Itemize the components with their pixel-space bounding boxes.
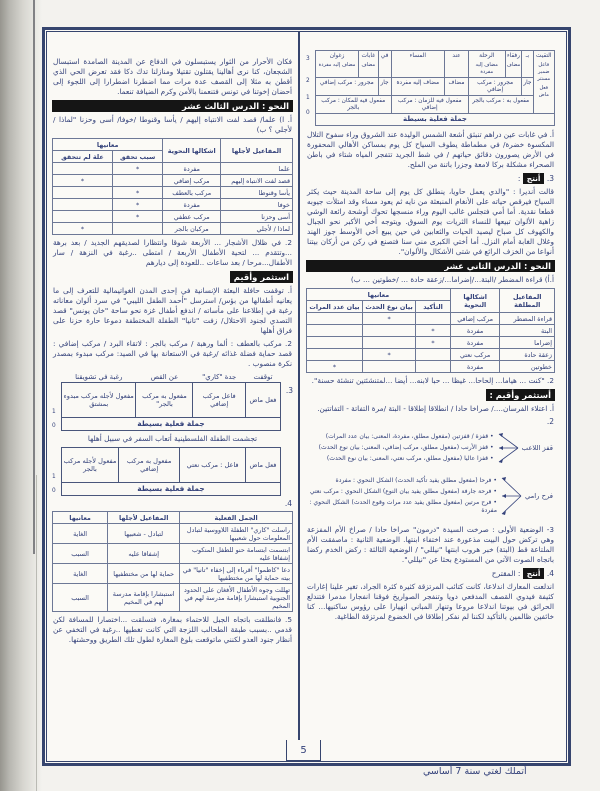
col-header: معانيها — [307, 289, 451, 301]
parse-word: الرحلة — [479, 52, 495, 59]
col-header: اشكالها النحوية — [163, 139, 221, 163]
invest-paragraph-2: 2. مركب بالعطف : ألما ورهبة / مركب بالجر : لاتقاء البرد / مركب إضافي : قصد حماية فضلة غذائه /رغبة في الاستعانة بها في الصيد: مركب مبدوء بمصدر نكرة منصوب . — [53, 339, 292, 368]
col-header: معانيها — [53, 512, 108, 524]
table-row — [307, 325, 555, 337]
cell-mark — [112, 223, 163, 235]
cell-sentence: تهللت وجوه الأطفال الأفغان على الحدود الجنوبية استبشارا بإقامة مدرسة لهم في المخيم — [180, 584, 293, 612]
cell-form: مفردة — [163, 199, 221, 211]
cell-object: قصد لفت الانتباه إليهم — [221, 175, 293, 187]
cell-mark — [112, 175, 163, 187]
cell-form: مركب نعتي — [450, 349, 500, 361]
parse-verb-sub2: فعل ماض — [538, 84, 549, 98]
paragraph-revolutionaries: فكان الأحرار من الثوار يستبسلون في الدفاع عن المدينة الصامدة استبسال الشجعان، كنا نرى أهالينا يقتلون تقتيلا ومنازلنا تدك دكا فقد تعرض الحي الذي أقطن به مثلا إلى القصف عدة مرات مما اضطرنا اضطرارا إلى اللجوء إلى أحضان إخوتنا في تونس فتنعمنا بالأمن وكرم الضيافة تنعما. — [53, 57, 292, 96]
table-row — [53, 175, 293, 187]
cell-mark: * — [416, 337, 451, 349]
cell-mark — [307, 337, 363, 349]
parse-word: عند — [445, 51, 469, 78]
table-row — [307, 361, 555, 373]
produce-suffix: : المقترح — [491, 569, 521, 578]
cell-mark: * — [416, 325, 451, 337]
parse-word: بـ — [522, 51, 533, 78]
parse-role: مجرور : مركب إضافي — [316, 78, 379, 96]
branch-arrows-icon — [496, 428, 520, 468]
cell-meaning: الغاية — [53, 524, 108, 544]
branch-label: قفز اللاعب — [521, 444, 553, 452]
cell-object: زعقة حادة — [500, 349, 555, 361]
page-number: 5 — [286, 740, 321, 761]
col-subheader: التأكيد — [416, 301, 451, 313]
diagram-word: رغبة في تشويقنا — [75, 373, 123, 381]
parse-word-sub: مضاف إليه مفردة — [475, 61, 498, 75]
sentence-2: تجشمت الطفلة الفلسطينية أتعاب السفر في سبيل أهلها — [87, 434, 258, 443]
cell-object: إشفاقا عليه — [108, 544, 180, 564]
lesson-13-intro: أ. ا) علما/ قصد لفت الانتباه إليهم / يأسا وقنوطا /خوفا/ أسى وحزنا "لماذا / لأجلي ؟ ب) — [53, 115, 292, 134]
cell-mark: * — [307, 361, 363, 373]
parse-level-1: 1 — [306, 95, 310, 101]
parse-word: غابات — [361, 52, 376, 59]
parse-verb-cell — [533, 51, 555, 114]
cell-object: لماذا / لأجلي — [221, 223, 293, 235]
produce-line-1 — [307, 173, 554, 184]
branch-label: فرح رامي — [524, 492, 553, 500]
sentence-diagram-2 — [52, 447, 293, 496]
cell-mark — [416, 313, 451, 325]
table-row — [53, 163, 293, 175]
cell-mark — [362, 337, 415, 349]
diagram-word: جدة "كاري" — [202, 373, 237, 381]
diagram-word: توقفت — [253, 373, 273, 381]
col-header: الجمل الفعلية — [180, 512, 293, 524]
diagram-box: مفعول لأجله مركب بالجر — [62, 448, 119, 483]
sentence-diagram-1 — [52, 372, 293, 431]
final-battle-paragraph: اندلعت المعارك اندلاعا، كانت كتائب المرتزقة كثيرة كثرة الجراد، تغير علينا إغارات كثيفة فيدوي القصف المدفعي دويا وتنفجر الصواريخ فوقنا انفجارا مدمرا فتندلع الحرائق في بيوتنا اندلاعا مروعا وتنهار المباني انهيارا على رؤوس ساكنيها... كنا خائفين ظالمين بالتأكيد لكننا لم نفكر إطلاقا في الخضوع لمرتزقة الطاغية. — [307, 582, 554, 621]
cell-mark — [416, 361, 451, 373]
cell-form: مفردة — [163, 163, 221, 175]
branch-group-joy — [306, 470, 555, 522]
table-row — [307, 337, 555, 349]
diagram-level-1: 1 — [52, 409, 56, 415]
produce-number: 4. — [546, 569, 554, 578]
branch-option: • فرحة جارفة (مفعول مطلق يفيد بيان النوع) الشكل النحوي : مركب نعتي — [306, 488, 497, 497]
column-divider — [298, 32, 300, 761]
cell-mark: * — [53, 175, 113, 187]
table-row — [53, 584, 293, 612]
page-frame-inner — [46, 31, 567, 762]
table-row — [53, 187, 293, 199]
paragraph-indira: قالت أنديرا : "والدي يعمل حاويا، ينطلق كل يوم إلى ساحة المدينة حيث يكثر السياح فيرقص حياته على الأنغام المنبعثة من نايه ثم يعود مساء وقد امتلأت جيوبه قطعا نقدية. أما أمي فتجلس غالب اليوم وراء منسجها تحوك أوشحة رائعة الوشي زاهية الألوان تبيعها للنساء الثريات يوم السوق. ويتوجه أخي الأكبر نحو الجبال والكهوف كل صباح ليصيد الحيات والثعابين في حين يبيع أخي الأوسط جوز الهند وغلال الغابة أمام النزل. أما أختي الكبرى مني سنا فتصنع في ركن من أركان بيتنا أنواعا من الخزف الرائع في شتى الأشكال والألوان". — [307, 187, 554, 256]
cell-sentence: راسلت "كاري" الطفلة اللاووسية لتبادل المعلومات حول شعبيها — [180, 524, 293, 544]
cell-sentence: دعا "كاظموا" أقرباء إلى إخفاء "تانيا" في بيته حماية لها من مختطفيها — [180, 564, 293, 584]
cell-mark — [307, 313, 363, 325]
cell-object: أسى وحزنا — [221, 211, 293, 223]
produce-badge: أنتج — [523, 568, 545, 579]
parse-word-cell — [316, 51, 359, 78]
parse-word: زغوان — [329, 52, 345, 59]
col-header: معانيها — [53, 139, 163, 151]
cell-object: يأسا وقنوطا — [221, 187, 293, 199]
scan-edge-line-faint — [36, 475, 37, 791]
cell-mark: * — [112, 163, 163, 175]
cell-form: مركب عطفي — [163, 211, 221, 223]
col-subheader: علة لم تتحقق — [53, 151, 113, 163]
cell-meaning: السبب — [53, 544, 108, 564]
lesson-13-header: النحو : الدرس الثالث عشر — [52, 100, 293, 112]
lesson-12-header: النحو : الدرس الثاني عشر — [306, 260, 555, 272]
branch-arrows-icon — [499, 470, 523, 522]
diagram-level-0: 0 — [52, 423, 56, 429]
diagram-level-1: 1 — [52, 474, 56, 480]
item-3-situations: 3- الوضعية الأولى : صرخت السيدة "درمون" صراخا حادا / صراخ الأم المفزعة وهي تركض حول البيت مذعورة عند اختفاء ابنتها. الوضعية الثانية : ماصفقت الأم الملتاعة قط (البتة) خبر هروب ابنتها "نيللي" / الوضعية الثالثة : ركض الخدم ركضا باتجاه الصوت الآتي من المستودع بحثا عن "نيللي". — [307, 525, 554, 564]
parse-level-3: 3 — [306, 56, 310, 62]
cell-form: مركب بالعطف — [163, 187, 221, 199]
diagram-word: عن القص — [150, 373, 179, 381]
cell-object: خوفا — [221, 199, 293, 211]
diagram-box: فاعل : مركب نعتي — [180, 448, 246, 483]
cell-meaning: السبب — [53, 584, 108, 612]
item-2-trees: 2. في ظلال الأشجار ... الأربعة شوقا وانتظارا لصديقهم الجديد / بعد برهة ...وتتقدم ... لتحية الأطفال الأربعة / امتطى ..رغبة في النزهة / سار الأطفال...مرحا / بعد ساعات ..للعودة إلى ديارهم — [53, 238, 292, 267]
cell-mark — [53, 199, 113, 211]
table-row — [53, 211, 293, 223]
cell-mark: * — [362, 349, 415, 361]
cell-mark — [53, 211, 113, 223]
sentence-parse-table — [306, 50, 555, 126]
table-row — [307, 349, 555, 361]
cell-sentence: ابتسمت ابتسامة حنو للطفل المنكوب إشفاقا عليه — [180, 544, 293, 564]
invest-item-a: أ. اعتلاء الفرسان..../ صراخا حادا / انطلاقا إطلاقا - البتة /مرة التفاتة - التفاتتين. — [317, 404, 554, 413]
parse-function: مفعول به : مركب بالجر — [468, 96, 533, 114]
diagram-box: مفعول به مركب إضافي — [118, 448, 179, 483]
invest-paragraph-a: أ. توقفت حافلة البعثة الإنسانية في إحدى المدن الغواتيمالية للتعرف إلى ما يعانيه أطفالها من بؤس/ استرسل "أحمد الطفل الليبي" في سرد ألوان معاناته رغبة في إطلاعنا على مأساته / اندفع أطفال غزة نحو ساحة "خان يونس" قصد التصدي لجنود الاحتلال/ زفت "تانيا" الطفلة المختطفة دموعا حارة حزنا على فراق أهلها — [53, 286, 292, 335]
col-subheader: بيان نوع الحدث — [362, 301, 415, 313]
left-column — [52, 54, 293, 756]
parse-word-cell — [468, 51, 505, 78]
parse-level-0: 0 — [306, 110, 310, 116]
parse-verb-sub1: فاعل ضمير مستتر — [537, 61, 551, 82]
page-frame — [42, 27, 571, 766]
produce-badge: أنتج — [523, 173, 545, 184]
parse-role: جار — [378, 78, 391, 96]
parse-word: المساء — [391, 51, 445, 78]
branch-option: • قفزة / قفزتين (مفعول مطلق، مفردة، المعنى: بيان عدد المرات) — [306, 433, 494, 442]
cell-mark — [53, 163, 113, 175]
absolute-objects-table — [306, 288, 555, 373]
parse-level-2: 2 — [306, 78, 310, 84]
cell-mark: * — [362, 313, 415, 325]
invest-evaluate-header-right: أستثمر وأقيم : — [486, 389, 556, 401]
parse-function: مفعول فيه للمكان : مركب بالجر — [316, 96, 392, 114]
parse-role: جار — [522, 78, 533, 96]
diagram-number: 3. — [285, 386, 293, 395]
cell-object: حماية لها من مختطفيها — [108, 564, 180, 584]
cell-form: مركبان بالجر — [163, 223, 221, 235]
cell-mark — [53, 187, 113, 199]
col-header: المفاعيل لأجلها — [221, 139, 293, 163]
parse-word-sub: مضاف إليه مفردة — [318, 61, 356, 68]
cell-mark: * — [112, 211, 163, 223]
cell-object: إضراما — [500, 337, 555, 349]
parse-word-sub: مضاف — [506, 61, 521, 68]
diagram-sentence-type: جملة فعلية بسيطة — [62, 483, 281, 496]
table-row — [53, 564, 293, 584]
scan-edge-line — [33, 0, 35, 554]
cell-mark — [307, 349, 363, 361]
cell-meaning: الغاية — [53, 564, 108, 584]
diagram-level-0: 0 — [52, 488, 56, 494]
cell-object: خطوتين — [500, 361, 555, 373]
paragraph-forests: أ. في غابات عين دراهم تنبثق أشعة الشمس الوليدة عند الشروق وراء سفوح التلال المكسوة خضرة/ في مطماطة يطوف السياح كل يوم بمساكن الأهالي المحفورة في الأرض يصورون دقائق حياتهم / في شط الجريد تتفجر المياه شتاء في باطن الصحراء مشكلة بركا لامعة وجزرا باتنة من الملح. — [307, 130, 554, 169]
cell-mark — [362, 361, 415, 373]
branch-group-jump — [306, 428, 555, 468]
cell-object: البتة — [500, 325, 555, 337]
branch-option: • قفزا عاليا (مفعول مطلق، مركب نعتي، المعنى: بيان نوع الحدث) — [306, 455, 494, 464]
parse-verb: التقيت — [536, 52, 552, 59]
parse-function: مفعول فيه للزمان : مركب إضافي — [391, 96, 468, 114]
diagram-sentence-type: جملة فعلية بسيطة — [62, 418, 281, 431]
diagram-box: فعل ماض — [245, 383, 280, 418]
cell-form: مفردة — [450, 361, 500, 373]
item-5-text: 5. فانطلقت باتجاه الجبل للاحتماء بمغارة، فتسلقت ...اختصارا للمسافة لكن قدمي ..بسبب طبقة الطحالب اللزجة التي كانت تغطيها ..رغبة في التخفي عن أنظار جنود العدو لكنني ماتوقعت بلوغ المغارة لطول تلك الطريق ووحشتها. — [53, 615, 292, 644]
parse-word-cell — [359, 51, 378, 78]
right-column — [306, 48, 555, 758]
parse-role: مجرور : مركب إضافي — [468, 78, 521, 96]
cell-object: استبشارا بإقامة مدرسة لهم في المخيم — [108, 584, 180, 612]
produce-number: 3. — [546, 174, 554, 183]
diagram-box: مفعول به مركب بالجر" — [136, 383, 193, 418]
item-2-text: 2. "كنت ... هياما... إلحاحا... غيظا ... حبا لابنه... أيضا ...لمتنشئتين تنشئة حسنة". — [311, 376, 554, 385]
branch-option: • فرحا (مفعول مطلق يفيد تأكيد الحدث) الشكل النحوي : مفردة — [306, 477, 497, 486]
parse-sentence-type: جملة فعلية بسيطة — [316, 114, 555, 126]
table-row — [307, 313, 555, 325]
col-subheader: بيان عدد المرات — [307, 301, 363, 313]
lesson-12-intro: أ.أ) قراءة المضطر /البتة.../إضراما.../زعقة حادة ... /خطوتين ... ب) — [350, 275, 554, 284]
table-row — [53, 524, 293, 544]
table-row — [53, 199, 293, 211]
col-header: المفاعيل لأجلها — [108, 512, 180, 524]
cell-form: مفردة — [450, 325, 500, 337]
branch-option: • قفز الأرنب (مفعول مطلق، مركب إضافي، المعنى: بيان نوع الحدث) — [306, 444, 494, 453]
item-4-number: 4. — [284, 499, 292, 508]
cell-mark: * — [53, 223, 113, 235]
invest-evaluate-header-left: استثمر وأقيم — [230, 271, 293, 283]
table-row — [53, 223, 293, 235]
col-header: اشكالها النحوية — [450, 289, 500, 313]
diagram-box: فاعل مركب إضافي — [193, 383, 246, 418]
cell-mark — [307, 325, 363, 337]
footer-title: أتملك لغتي سنة 7 أساسي — [423, 766, 527, 777]
cell-mark — [362, 325, 415, 337]
col-header: المفاعيل المطلقة — [500, 289, 555, 313]
produce-colon: : — [517, 174, 521, 183]
diagram-box: مفعول لأجله مركب مبدوء بمشتق — [62, 383, 136, 418]
objects-of-purpose-table — [52, 138, 293, 235]
diagram-box: فعل ماض — [245, 448, 280, 483]
cell-object: علما — [221, 163, 293, 175]
cell-mark: * — [112, 199, 163, 211]
cell-form: مركب إضافي — [163, 175, 221, 187]
cell-mark: * — [112, 187, 163, 199]
produce-line-2 — [307, 568, 554, 579]
col-subheader: سبب تحقق — [112, 151, 163, 163]
branch-option: • فرح مرتين (مفعول مطلق يفيد عدد مرات وقوع الحدث) الشكل النحوي : مفردة — [306, 499, 497, 516]
parse-word: رفقاء — [506, 52, 520, 59]
cell-mark — [416, 349, 451, 361]
parse-word: في — [378, 51, 391, 78]
parse-word-sub: مضاف — [361, 61, 376, 68]
cell-form: مفردة — [450, 337, 500, 349]
cell-object: قراءة المضطر — [500, 313, 555, 325]
cell-object: لتبادل - شعبيها — [108, 524, 180, 544]
table-row — [53, 544, 293, 564]
parse-role: مضاف إليه مفردة — [391, 78, 445, 96]
parse-role: مضاف — [445, 78, 469, 96]
verbal-sentences-table — [52, 511, 293, 612]
cell-form: مركب إضافي — [450, 313, 500, 325]
invest-item-2-number: 2. — [546, 417, 554, 426]
parse-word-cell — [505, 51, 522, 78]
